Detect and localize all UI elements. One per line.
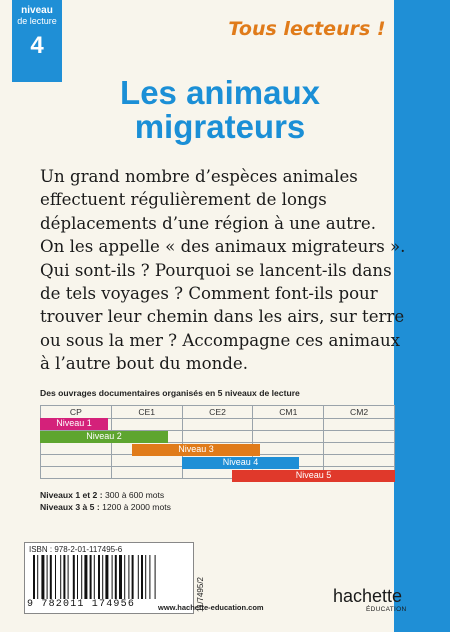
badge-line1: niveau: [21, 5, 53, 16]
barcode-bar: [33, 555, 35, 599]
barcode-bar: [81, 555, 82, 599]
barcode-bar: [90, 555, 92, 599]
barcode-bar: [63, 555, 65, 599]
blurb-line: ou sous la mer ? Accompagne ces animaux: [40, 330, 401, 350]
website: www.hachette-education.com: [158, 603, 264, 612]
barcode-bar: [112, 555, 113, 599]
series-name: Tous lecteurs !: [228, 18, 386, 40]
barcode-bar: [73, 555, 75, 599]
barcode-bar: [145, 555, 146, 599]
barcode-image: [33, 555, 183, 599]
blurb-line: Qui sont-ils ? Pourquoi se lancent-ils dans: [40, 260, 392, 280]
blurb-line: Un grand nombre d’espèces animales: [40, 167, 358, 186]
barcode-bar: [47, 555, 48, 599]
barcode-bar: [98, 555, 100, 599]
barcode-bar: [132, 555, 134, 599]
level-note: Niveaux 1 et 2 : 300 à 600 mots: [40, 490, 165, 500]
book-title: [50, 76, 390, 144]
level-bar-2: Niveau 2: [40, 431, 168, 443]
badge-number: 4: [30, 32, 44, 59]
badge-line2: de lecture: [17, 16, 57, 26]
barcode-bar: [50, 555, 52, 599]
level-bar-3: Niveau 3: [132, 444, 260, 456]
level-bar-5: Niveau 5: [232, 470, 395, 482]
barcode-bar: [141, 555, 143, 599]
grade-header: CE1: [111, 406, 182, 419]
level-note: Niveaux 3 à 5 : 1200 à 2000 mots: [40, 502, 171, 512]
isbn-digits: 9 782011 174956: [27, 599, 136, 610]
side-code: 11/7495/2: [196, 577, 205, 612]
blurb-line: On les appelle « des animaux migrateurs ».: [40, 237, 406, 257]
blurb-line: déplacements d’une région à une autre.: [40, 213, 376, 233]
title-line: migrateurs: [134, 108, 306, 145]
barcode-bar: [68, 555, 69, 599]
blurb: [40, 165, 410, 376]
level-bar-1: Niveau 1: [40, 418, 108, 430]
barcode-bar: [94, 555, 95, 599]
grade-header: CE2: [182, 406, 253, 419]
barcode-bar: [60, 555, 61, 599]
blurb-line: trouver leur chemin dans les airs, sur terre: [40, 307, 405, 327]
barcode-bar: [105, 555, 108, 599]
levels-caption: Des ouvrages documentaires organisés en 5 niveaux de lecture: [40, 388, 300, 398]
barcode-bar: [149, 555, 150, 599]
barcode-bar: [119, 555, 122, 599]
grade-header: CM2: [324, 406, 395, 419]
level-notes: [40, 489, 171, 513]
barcode-bar: [37, 555, 38, 599]
reading-level-badge: [12, 0, 62, 82]
barcode-bar: [102, 555, 103, 599]
barcode-bar: [138, 555, 139, 599]
isbn-label: ISBN : 978-2-01-117495-6: [29, 545, 123, 554]
grade-header: CM1: [253, 406, 324, 419]
barcode-bar: [124, 555, 125, 599]
grade-header: CP: [41, 406, 112, 419]
barcode-bar: [84, 555, 87, 599]
title-line: Les animaux: [120, 74, 320, 111]
blurb-line: à l’autre bout du monde.: [40, 354, 248, 374]
barcode-bar: [155, 555, 156, 599]
barcode-bar: [55, 555, 56, 599]
barcode-bar: [77, 555, 78, 599]
blurb-line: effectuent régulièrement de longs: [40, 190, 327, 210]
barcode-bar: [41, 555, 44, 599]
publisher-logo-text: hachette: [333, 586, 403, 606]
publisher-imprint: ÉDUCATION: [366, 606, 407, 613]
barcode-bar: [128, 555, 129, 599]
barcode-bar: [115, 555, 117, 599]
blurb-line: de tels voyages ? Comment font-ils pour: [40, 284, 378, 304]
level-bar-4: Niveau 4: [182, 457, 299, 469]
